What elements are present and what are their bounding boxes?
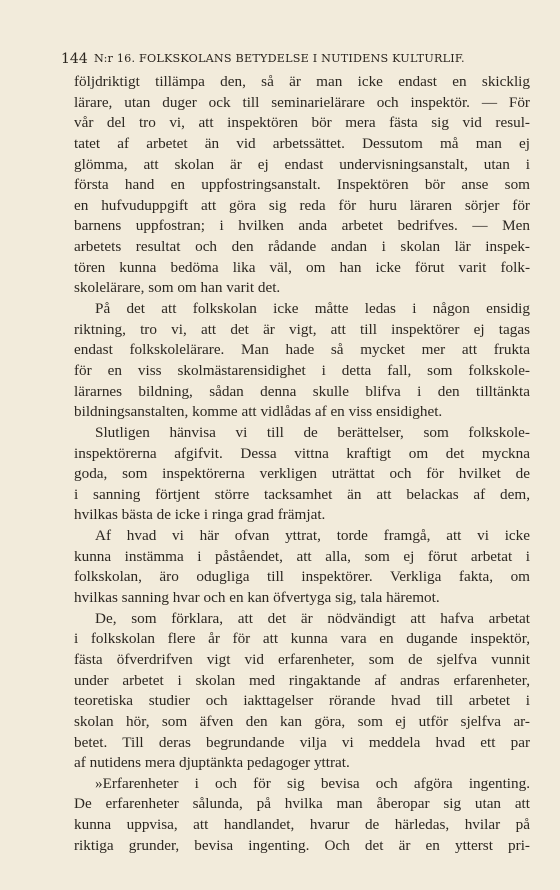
text-line: Slutligen hänvisa vi till de berättelser, som folkskole- xyxy=(95,423,530,441)
text-line: följdriktigt tillämpa den, så är man icke endast en skicklig xyxy=(74,73,530,90)
text-line: i folkskolan flere år för att kunna vara en dugande inspektör, xyxy=(74,630,530,648)
text-line: Af hvad vi här ofvan yttrat, torde framgå, att vi icke xyxy=(95,527,530,545)
text-line: bildningsanstalten, komme att vidlådas af en viss ensidighet. xyxy=(74,403,443,421)
page-header xyxy=(61,51,529,67)
text-line: under arbetet i skolan med ringaktande af andras erfarenheter, xyxy=(74,671,530,689)
text-line: riktiga grunder, bevisa ingenting. Och det är en ytterst pri- xyxy=(74,836,530,854)
text-line: i sanning förtjent större tacksamhet än att belackas af dem, xyxy=(74,485,530,503)
text-line: skolelärare, som om han varit det. xyxy=(74,279,281,297)
text-line: barnens uppfostran; i hvilken anda arbetet bedrifves. — Men xyxy=(74,217,530,235)
running-head: N:r 16. FOLKSKOLANS BETYDELSE I NUTIDENS KULTURLIF. xyxy=(94,52,465,65)
text-line: goda, som inspektörerna verkligen uträttat och för hvilket de xyxy=(74,465,530,483)
text-line: kunna uppvisa, att handlandet, hvarur de härledas, hvilar på xyxy=(74,816,530,834)
text-line: en hufvuduppgift att göra sig reda för huru läraren sörjer för xyxy=(74,196,530,214)
page-number: 144 xyxy=(61,51,88,67)
text-line: för en viss skolmästarensidighet i detta fall, som folkskole- xyxy=(74,361,530,379)
text-line: »Erfarenheter i och för sig bevisa och afgöra ingenting. xyxy=(95,774,530,792)
body-text xyxy=(74,72,530,856)
text-line: första hand en uppfostringsanstalt. Inspektören bör anse som xyxy=(74,176,530,194)
text-line: folkskolan, äro odugliga till inspektörer. Verkliga fakta, om xyxy=(74,568,530,586)
text-line: tatet af arbetet än vid arbetssättet. Dessutom må man ej xyxy=(74,134,530,152)
text-line: glömma, att skolan är ej endast undervisningsanstalt, utan i xyxy=(74,155,530,173)
text-line: arbetets resultat och den rådande andan i skolan lär inspek- xyxy=(74,238,530,256)
text-line: inspektörerna afgifvit. Dessa vittna kraftigt om det myckna xyxy=(74,444,530,462)
text-line: riktning, tro vi, att det är vigt, att till inspektörer ej tagas xyxy=(74,320,530,338)
text-line: kunna instämma i påståendet, att alla, som ej förut arbetat i xyxy=(74,547,530,565)
text-line: tören kunna bedöma lika väl, om han icke förut varit folk- xyxy=(74,258,530,276)
text-line: vår del tro vi, att inspektören bör mera fästa sig vid resul- xyxy=(74,114,530,132)
text-line: af nutidens mera djuptänkta pedagoger yttrat. xyxy=(74,754,350,772)
text-line: fästa öfverdrifven vigt vid erfarenheter, som de sjelfva vunnit xyxy=(74,650,530,668)
text-line: lärare, utan duger ock till seminarielärare och inspektör. — För xyxy=(74,93,530,111)
text-line: hvilkas bästa de icke i ringa grad främjat. xyxy=(74,506,326,524)
text-line: På det att folkskolan icke måtte ledas i någon ensidig xyxy=(95,300,530,318)
text-line: endast folkskolelärare. Man hade så mycket mer att frukta xyxy=(74,341,530,359)
text-line: De, som förklara, att det är nödvändigt att hafva arbetat xyxy=(95,609,530,627)
text-line: skolan hör, som äfven den kan göra, som ej utför sjelfva ar- xyxy=(74,712,530,730)
text-line: hvilkas sanning hvar och en kan öfvertyga sig, tala häremot. xyxy=(74,589,440,607)
text-line: teoretiska studier och iakttagelser rörande hvad till arbetet i xyxy=(74,692,530,710)
text-line: lärarnes bildning, sådan denna skulle blifva i den tilltänkta xyxy=(74,382,530,400)
text-line: De erfarenheter sålunda, på hvilka man åberopar sig utan att xyxy=(74,795,530,813)
text-line: betet. Till deras begrundande vilja vi meddela hvad ett par xyxy=(74,733,530,751)
